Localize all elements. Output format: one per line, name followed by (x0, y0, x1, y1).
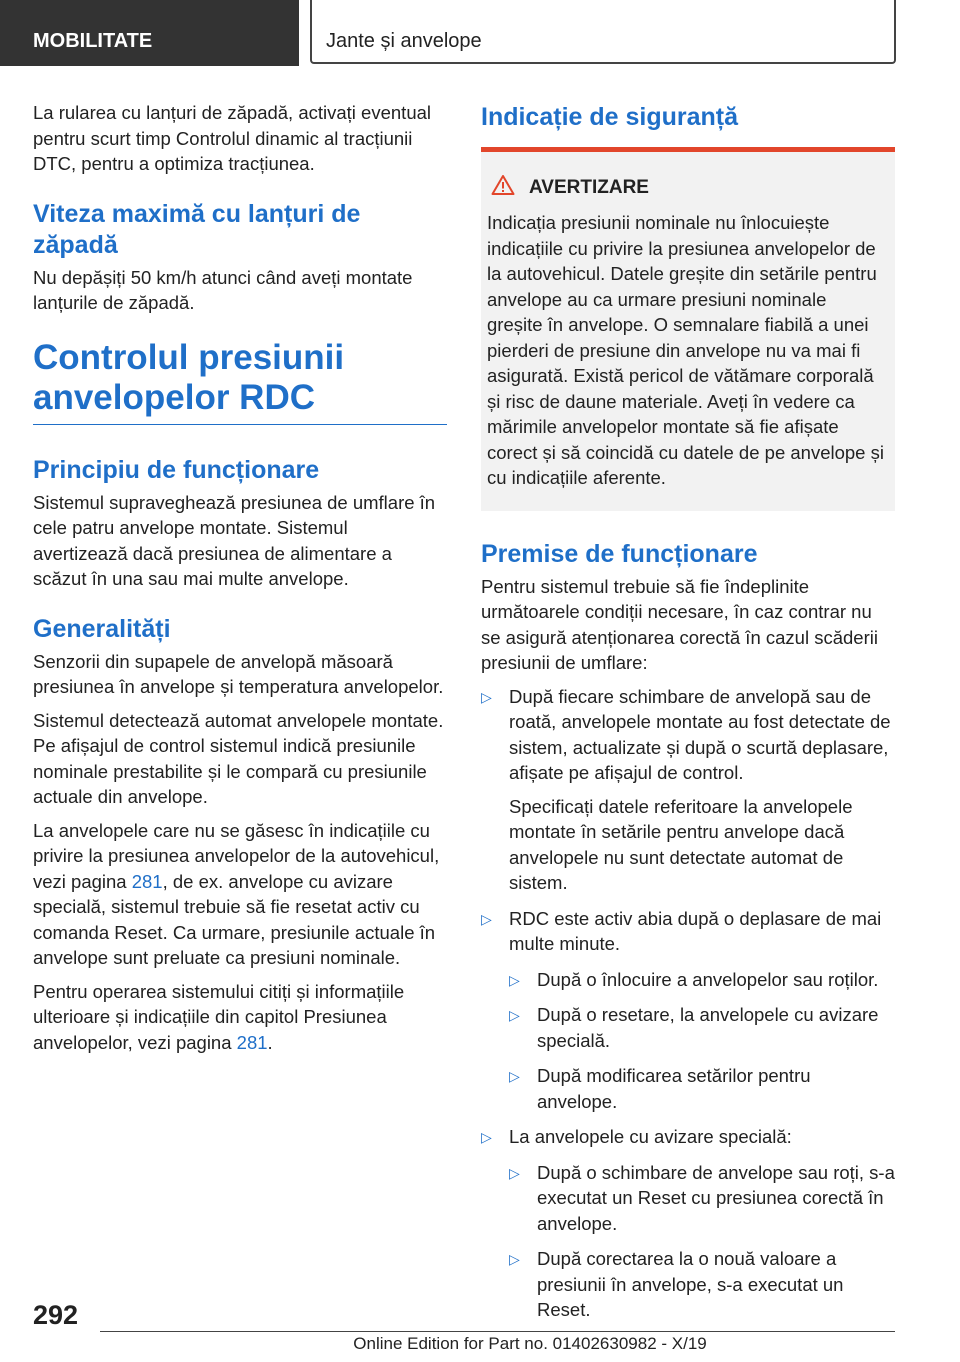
list-item: ▷ După fiecare schimbare de anvelopă sau de roată, anvelopele montate au fost detectate de sistem, actualizate și după o scurtă deplasare, afișate pe afișajul de control. Specificați datele referitoare la anvelopele montate în setările pentru anvelope dacă anvelopele nu sunt detectate automat de sistem. (481, 684, 895, 896)
warning-text: Indicația presiunii nominale nu înlocuiește indicațiile cu privire la presiunea anvelopelor de la autovehicul. Datele greșite din setările pentru anvelope au ca urmare presiuni nominale greșite în anvelope. O semnalare fiabilă a unei pierderi de presiune din anvelope nu va mai fi asigurată. Există pericol de vătămare corporală și risc de daune materiale. Aveți în vedere ca mărimile anvelopelor montate să fie afișate corect și să coincidă cu datele de pe anvelope și cu indicațiile aferente. (487, 212, 884, 488)
triangle-bullet-icon: ▷ (509, 1251, 520, 1267)
list-item-note: Specificați datele referitoare la anvelopele montate în setările pentru anvelope dacă anvelopele nu sunt detectate automat de sistem. (509, 795, 853, 893)
max-speed-paragraph: Nu depășiți 50 km/h atunci când aveți montate lanțurile de zăpadă. (33, 266, 413, 313)
principle-paragraph: Sistemul supraveghează presiunea de umflare în cele patru anvelope montate. Sistemul avertizează dacă presiunea de alimentare a scăzut în una sau mai multe anvelope. (33, 491, 436, 589)
triangle-bullet-icon: ▷ (509, 971, 520, 988)
general-paragraph-2: Sistemul detectează automat anvelopele montate. Pe afișajul de control sistemul indică presiunile nominale prestabilite și le compară cu presiunile actuale din anvelope. (33, 709, 444, 807)
heading-max-speed: Viteza maximă cu lanțuri de zăpadă (33, 199, 361, 259)
triangle-bullet-icon: ▷ (509, 1068, 520, 1084)
warning-triangle-icon (491, 174, 515, 202)
sub-list-item: ▷ După o schimbare de anvelope sau roți, s-a executat un Reset cu presiunea corectă în anvelope. (509, 1161, 895, 1234)
sub-list-item: ▷ După o înlocuire a anvelopelor sau roților. (509, 967, 895, 993)
triangle-bullet-icon: ▷ (481, 1129, 492, 1145)
heading-safety: Indicație de siguranță (481, 103, 739, 131)
list-item: ▷ La anvelopele cu avizare specială: ▷ După o schimbare de anvelope sau roți, s-a executat un Reset cu presiunea corectă în anvelope. ▷ După corectarea la o nouă valoare a presiunii în anvelope, s-a executat un Reset. (481, 1124, 895, 1323)
triangle-bullet-icon: ▷ (481, 688, 492, 705)
list-item: ▷ RDC este activ abia după o deplasare de mai multe minute. ▷ După o înlocuire a anvelopelor sau roților. ▷ După o resetare, la anvelopele cu avizare specială. ▷ După modificarea setărilor pentru anvelope. (481, 906, 895, 1115)
chapter-tab: Jante și anvelope (310, 0, 896, 64)
warning-title: AVERTIZARE (529, 177, 649, 198)
page-link-281-b[interactable]: 281 (236, 1031, 268, 1053)
heading-principle: Principiu de funcționare (33, 455, 320, 484)
premise-paragraph: Pentru sistemul trebuie să fie îndeplinite următoarele condiții necesare, în caz contrar nu se asigură atenționarea corectă în cazul scăderii presiunii de umflare: (481, 575, 878, 673)
section-title-rdc: Controlul presiunii anvelopelor RDC (33, 337, 345, 417)
section-tab: MOBILITATE (0, 0, 299, 66)
general-paragraph-1: Senzorii din supapele de anvelopă măsoară presiunea în anvelope și temperatura anvelopelor. (33, 650, 444, 697)
page-header (0, 0, 960, 66)
general-paragraph-4: Pentru operarea sistemului citiți și informațiile ulterioare și indicațiile din capitol Presiunea anvelopelor, vezi pagina 281. (33, 980, 405, 1053)
footer-edition: Online Edition for Part no. 01402630982 - X/19 (353, 1334, 707, 1353)
premise-list (481, 684, 895, 1323)
sub-list-item: ▷ După modificarea setărilor pentru anvelope. (509, 1065, 811, 1112)
heading-premise: Premise de funcționare (481, 539, 758, 568)
warning-box (481, 147, 895, 511)
right-column (481, 100, 895, 1333)
footer-divider (100, 1331, 895, 1332)
sub-list (509, 1160, 895, 1323)
general-paragraph-3: La anvelopele care nu se găsesc în indicațiile cu privire la presiunea anvelopelor de la autovehicul, vezi pagina 281, de ex. anvelope cu avizare specială, sistemul trebuie să fie resetat activ cu comanda Reset. Ca urmare, presiunile actuale în anvelope sunt preluate ca presiuni nominale. (33, 819, 440, 968)
section-title-wrap (33, 338, 447, 425)
triangle-bullet-icon: ▷ (509, 1007, 520, 1023)
heading-general: Generalități (33, 614, 171, 643)
page-link-281[interactable]: 281 (131, 870, 163, 892)
warning-header (487, 174, 887, 202)
sub-list-item: ▷ După corectarea la o nouă valoare a presiunii în anvelope, s-a executat un Reset. (509, 1248, 844, 1320)
intro-paragraph: La rularea cu lanțuri de zăpadă, activați eventual pentru scurt timp Controlul dinamic al tracțiunii DTC, pentru a optimiza tracțiunea. (33, 102, 432, 174)
triangle-bullet-icon: ▷ (509, 1164, 520, 1181)
left-column (33, 100, 447, 1063)
triangle-bullet-icon: ▷ (481, 910, 492, 927)
page-number: 292 (33, 1300, 79, 1330)
sub-list (509, 967, 895, 1115)
sub-list-item: ▷ După o resetare, la anvelopele cu avizare specială. (509, 1004, 879, 1051)
